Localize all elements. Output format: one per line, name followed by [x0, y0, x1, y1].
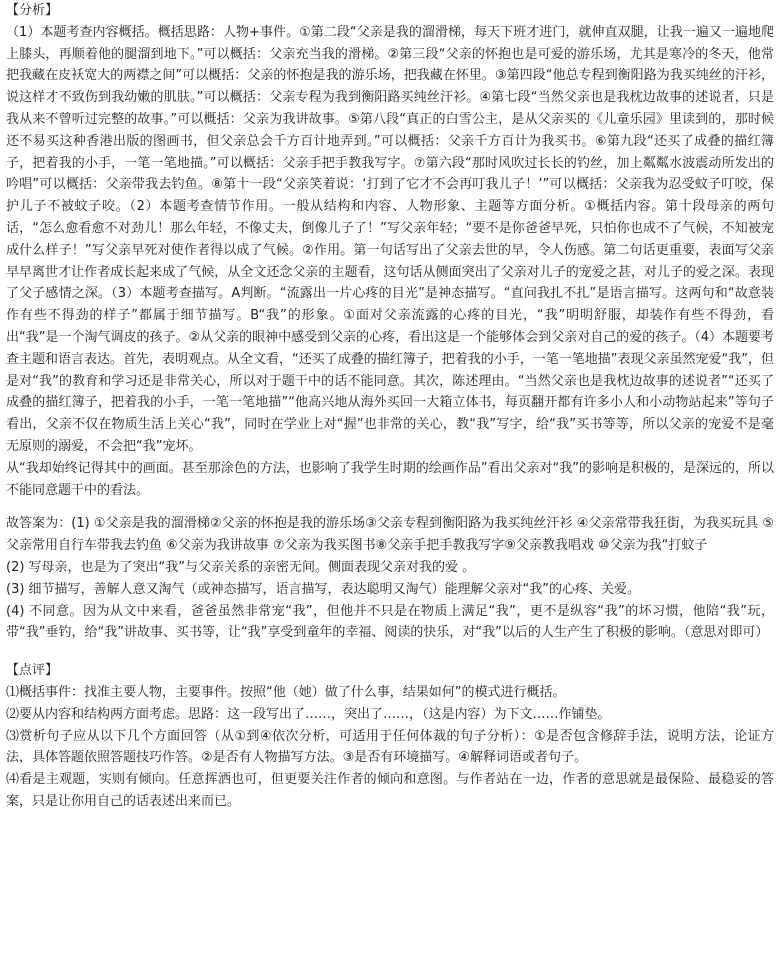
spacer: [6, 644, 774, 660]
comment-paragraph: ⑷看是主观题，实则有倾向。任意挥洒也可，但更要关注作者的倾向和意图。与作者站在一边，作者的意思就是最保险、最稳妥的答案，只是让你用自己的话表述出来而已。: [6, 772, 774, 809]
comment-label: 【点评】: [6, 663, 59, 679]
comment-paragraph: ⑶赏析句子应从以下几个方面回答（从①到④依次分析，可适用于任何体裁的句子分析）：①是否包含修辞手法，说明方法，论证方法，具体答题依照答题技巧作答。②是否有人物描写方法。③是否有环境描写。④解释词语或者句子。: [6, 728, 774, 766]
answer-section: [6, 513, 774, 644]
analysis-label: 【分析】: [6, 3, 59, 18]
comment-paragraph: ⑴概括事件：找准主要人物，主要事件。按照“他（她）做了什么事，结果如何”的模式进行概括。: [6, 684, 566, 700]
analysis-section: [6, 0, 774, 501]
answer-paragraph: 故答案为：(1) ①父亲是我的溜滑梯②父亲的怀抱是我的游乐场③父亲专程到衡阳路为我买纯丝汗衫 ④父亲常带我狂街，为我买玩具 ⑤父亲常用自行车带我去钓鱼 ⑥父亲为我讲故事 ⑦父亲为我买图书⑧父亲手把手教我写字⑨父亲教我唱戏 ⑩父亲为我“打蚊子: [6, 516, 774, 554]
answer-paragraph: (2) 写母亲，也是为了突出“我”与父亲关系的亲密无间。侧面表现父亲对我的爱 。: [6, 559, 476, 575]
spacer: [6, 501, 774, 513]
comment-paragraph: ⑵要从内容和结构两方面考虑。思路：这一段写出了……，突出了……，（这是内容）为下文……作铺垫。: [6, 706, 611, 722]
analysis-paragraph: 从“我却始终记得其中的画面。甚至那涂色的方法，也影响了我学生时期的绘画作品”看出父亲对“我”的影响是积极的，是深远的，所以不能同意题干中的看法。: [6, 460, 774, 498]
answer-paragraph: (4) 不同意。因为从文中来看，爸爸虽然非常宠“我”，但他并不只是在物质上满足“我”，更不是纵容“我”的坏习惯，他陪“我”玩，带“我”垂钓，给“我”讲故事、买书等，让“我”享受到童年的幸福、阅读的快乐，对“我”以后的人生产生了积极的影响。（意思对即可）: [6, 603, 774, 641]
answer-paragraph: (3) 细节描写，善解人意又淘气（或神态描写，语言描写，表达聪明又淘气）能理解父亲对“我”的心疼、关爱。: [6, 581, 641, 597]
analysis-paragraph: （1）本题考查内容概括。概括思路：人物+事件。①第二段“父亲是我的溜滑梯，每天下班才进门，就伸直双腿，让我一遍又一遍地爬上膝头，再顺着他的腿溜到地下。”可以概括：父亲充当我的滑梯。②第三段“父亲的怀抱也是可爱的游乐场，尤其是寒冷的冬天，他常把我藏在皮袄宽大的两襟之间”可以概括：父亲的怀抱是我的游乐场，把我藏在怀里。③第四段“他总专程到衡阳路为我买纯丝的汗衫，说这样才不致伤到我幼嫩的肌肤。”可以概括：父亲专程为我到衡阳路买纯丝汗衫。④第七段“当然父亲也是我枕边故事的述说者，只是我从来不曾听过完整的故事。”可以概括：父亲为我讲故事。⑤第八段“真正的白雪公主，是从父亲买的《儿童乐园》里读到的，那时候还不易买这种香港出版的图画书，但父亲总会千方百计地弄到。”可以概括：父亲千方百计为我买书。⑥第九段“还买了成叠的描红簿子，把着我的小手，一笔一笔地描。”可以概括：父亲手把手教我写字。⑦第六段“那时风吹过长长的钓丝，加上粼粼水波震动所发出的吟唱”可以概括：父亲带我去钓鱼。⑧第十一段“父亲笑着说：‘打到了它才不会再叮我儿子！’”可以概括：父亲我为忍受蚊子叮咬，保护儿子不被蚊子咬。（2）本题考查情节作用。一般从结构和内容、人物形象、主题等方面分析。①概括内容。第十段母亲的两句话，“怎么愈看愈不对劲儿！那么年轻，不像丈夫，倒像儿子了！”写父亲年轻；“要不是你爸爸早死，只怕你也成不了气候，不知被宠成什么样子！”写父亲早死对使作者得以成了气候。②作用。第一句话写出了父亲去世的早，令人伤感。第二句话更重要，表面写父亲早早离世才让作者成长起来成了气候，从全文还念父亲的主题看，这句话从侧面突出了父亲对儿子的宠爱之甚，对儿子的爱之深。表现了父子感情之深。（3）本题考查描写。A判断。“流露出一片心疼的目光”是神态描写。“直问我扎不扎”是语言描写。这两句和“故意装作有些不得劲的样子”都属于细节描写。B“我”的形象。①面对父亲流露的心疼的目光，“我”明明舒服，却装作有些不得劲，看出“我”是一个淘气调皮的孩子。②从父亲的眼神中感受到父亲的心疼，看出这是一个能够体会到父亲对自己的爱的孩子。（4）本题要考查主题和语言表达。首先，表明观点。从全文看，“还买了成叠的描红簿子，把着我的小手，一笔一笔地描”表现父亲虽然宠爱“我”，但是对“我”的教育和学习还是非常关心，所以对于题干中的话不能同意。其次，陈述理由。“当然父亲也是我枕边故事的述说者”“还买了成叠的描红簿子，把着我的小手，一笔一笔地描”“他高兴地从海外买回一大箱立体书，每页翻开都有许多小人和小动物站起来”等句子看出，父亲不仅在物质生活上关心“我”，同时在学业上对“握”也非常的关心，教“我”写字，给“我”买书等等，所以父亲的宠爱不是毫无原则的溺爱，不会把“我”宠坏。: [6, 24, 774, 454]
comment-section: [6, 660, 774, 813]
